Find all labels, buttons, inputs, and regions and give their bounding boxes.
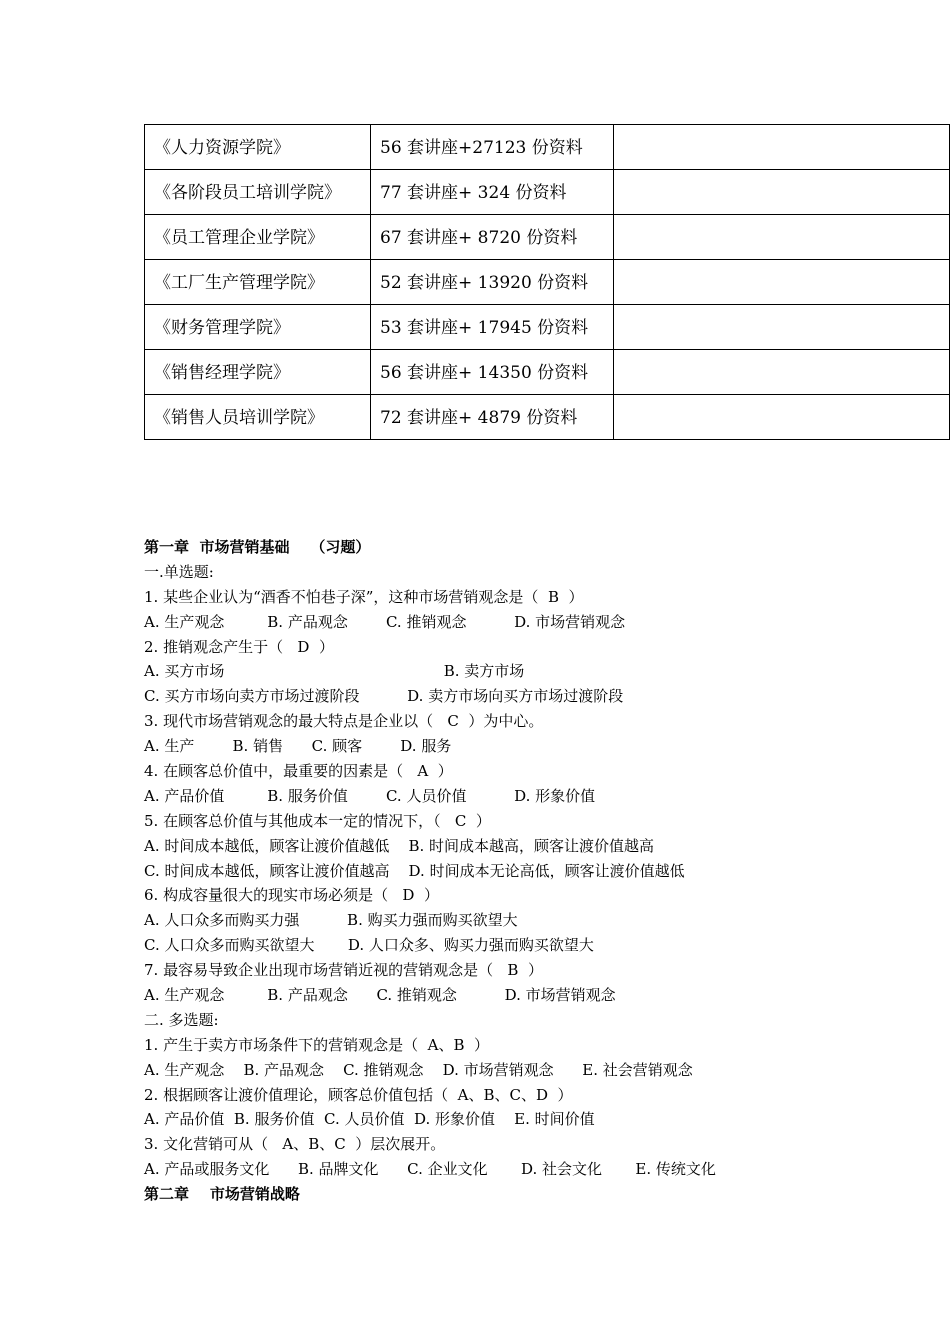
question: 2. 推销观念产生于（ D ） (144, 637, 334, 656)
question-options: A. 产品价值 B. 服务价值 C. 人员价值 D. 形象价值 (144, 786, 596, 805)
question-options: A. 生产观念 B. 产品观念 C. 推销观念 D. 市场营销观念 (144, 986, 616, 1005)
question-options: A. 买方市场 B. 卖方市场 (144, 662, 525, 681)
course-note (614, 125, 950, 170)
question-options: A. 生产观念 B. 产品观念 C. 推销观念 D. 市场营销观念 (144, 612, 626, 631)
question-options: C. 人口众多而购买欲望大 D. 人口众多、购买力强而购买欲望大 (144, 936, 594, 955)
course-name: 《销售人员培训学院》 (145, 395, 371, 440)
question: 4. 在顾客总价值中，最重要的因素是（ A ） (144, 762, 453, 781)
question: 1. 产生于卖方市场条件下的营销观念是（ A、B ） (144, 1035, 490, 1054)
course-catalog-table (144, 124, 950, 440)
course-content: 56 套讲座+ 14350 份资料 (371, 350, 614, 395)
question-options: C. 时间成本越低，顾客让渡价值越高 D. 时间成本无论高低，顾客让渡价值越低 (144, 861, 685, 880)
table-row (145, 125, 950, 170)
question-options: A. 生产 B. 销售 C. 顾客 D. 服务 (144, 737, 452, 756)
course-name: 《工厂生产管理学院》 (145, 260, 371, 305)
course-note (614, 305, 950, 350)
question: 1. 某些企业认为“酒香不怕巷子深”，这种市场营销观念是（ B ） (144, 587, 584, 606)
course-content: 67 套讲座+ 8720 份资料 (371, 215, 614, 260)
course-content: 72 套讲座+ 4879 份资料 (371, 395, 614, 440)
course-note (614, 395, 950, 440)
question-options: A. 产品或服务文化 B. 品牌文化 C. 企业文化 D. 社会文化 E. 传统文化 (144, 1160, 716, 1179)
question: 7. 最容易导致企业出现市场营销近视的营销观念是（ B ） (144, 961, 543, 980)
question-options: C. 买方市场向卖方市场过渡阶段 D. 卖方市场向买方市场过渡阶段 (144, 687, 624, 706)
course-note (614, 350, 950, 395)
question: 6. 构成容量很大的现实市场必须是（ D ） (144, 886, 439, 905)
course-note (614, 170, 950, 215)
course-name: 《销售经理学院》 (145, 350, 371, 395)
course-name: 《财务管理学院》 (145, 305, 371, 350)
exercise-text (144, 535, 934, 1207)
course-note (614, 260, 950, 305)
table-row (145, 350, 950, 395)
question: 3. 文化营销可从（ A、B、C ）层次展开。 (144, 1135, 446, 1154)
table-row (145, 170, 950, 215)
course-content: 52 套讲座+ 13920 份资料 (371, 260, 614, 305)
course-content: 56 套讲座+27123 份资料 (371, 125, 614, 170)
question-options: A. 产品价值 B. 服务价值 C. 人员价值 D. 形象价值 E. 时间价值 (144, 1110, 595, 1129)
chapter-title: 第二章 市场营销战略 (144, 1185, 300, 1204)
section-heading: 一.单选题: (144, 562, 214, 581)
course-content: 53 套讲座+ 17945 份资料 (371, 305, 614, 350)
question-options: A. 人口众多而购买力强 B. 购买力强而购买欲望大 (144, 911, 518, 930)
question: 2. 根据顾客让渡价值理论，顾客总价值包括（ A、B、C、D ） (144, 1085, 573, 1104)
question: 3. 现代市场营销观念的最大特点是企业以（ C ）为中心。 (144, 712, 544, 731)
table-row (145, 395, 950, 440)
course-name: 《各阶段员工培训学院》 (145, 170, 371, 215)
table-row (145, 305, 950, 350)
course-name: 《人力资源学院》 (145, 125, 371, 170)
course-name: 《员工管理企业学院》 (145, 215, 371, 260)
course-note (614, 215, 950, 260)
question: 5. 在顾客总价值与其他成本一定的情况下，（ C ） (144, 811, 491, 830)
chapter-title: 第一章 市场营销基础 （习题） (144, 538, 371, 556)
table-row (145, 215, 950, 260)
course-content: 77 套讲座+ 324 份资料 (371, 170, 614, 215)
question-options: A. 时间成本越低，顾客让渡价值越低 B. 时间成本越高，顾客让渡价值越高 (144, 836, 655, 855)
table-row (145, 260, 950, 305)
question-options: A. 生产观念 B. 产品观念 C. 推销观念 D. 市场营销观念 E. 社会营销观念 (144, 1060, 693, 1079)
section-heading: 二. 多选题: (144, 1010, 219, 1029)
